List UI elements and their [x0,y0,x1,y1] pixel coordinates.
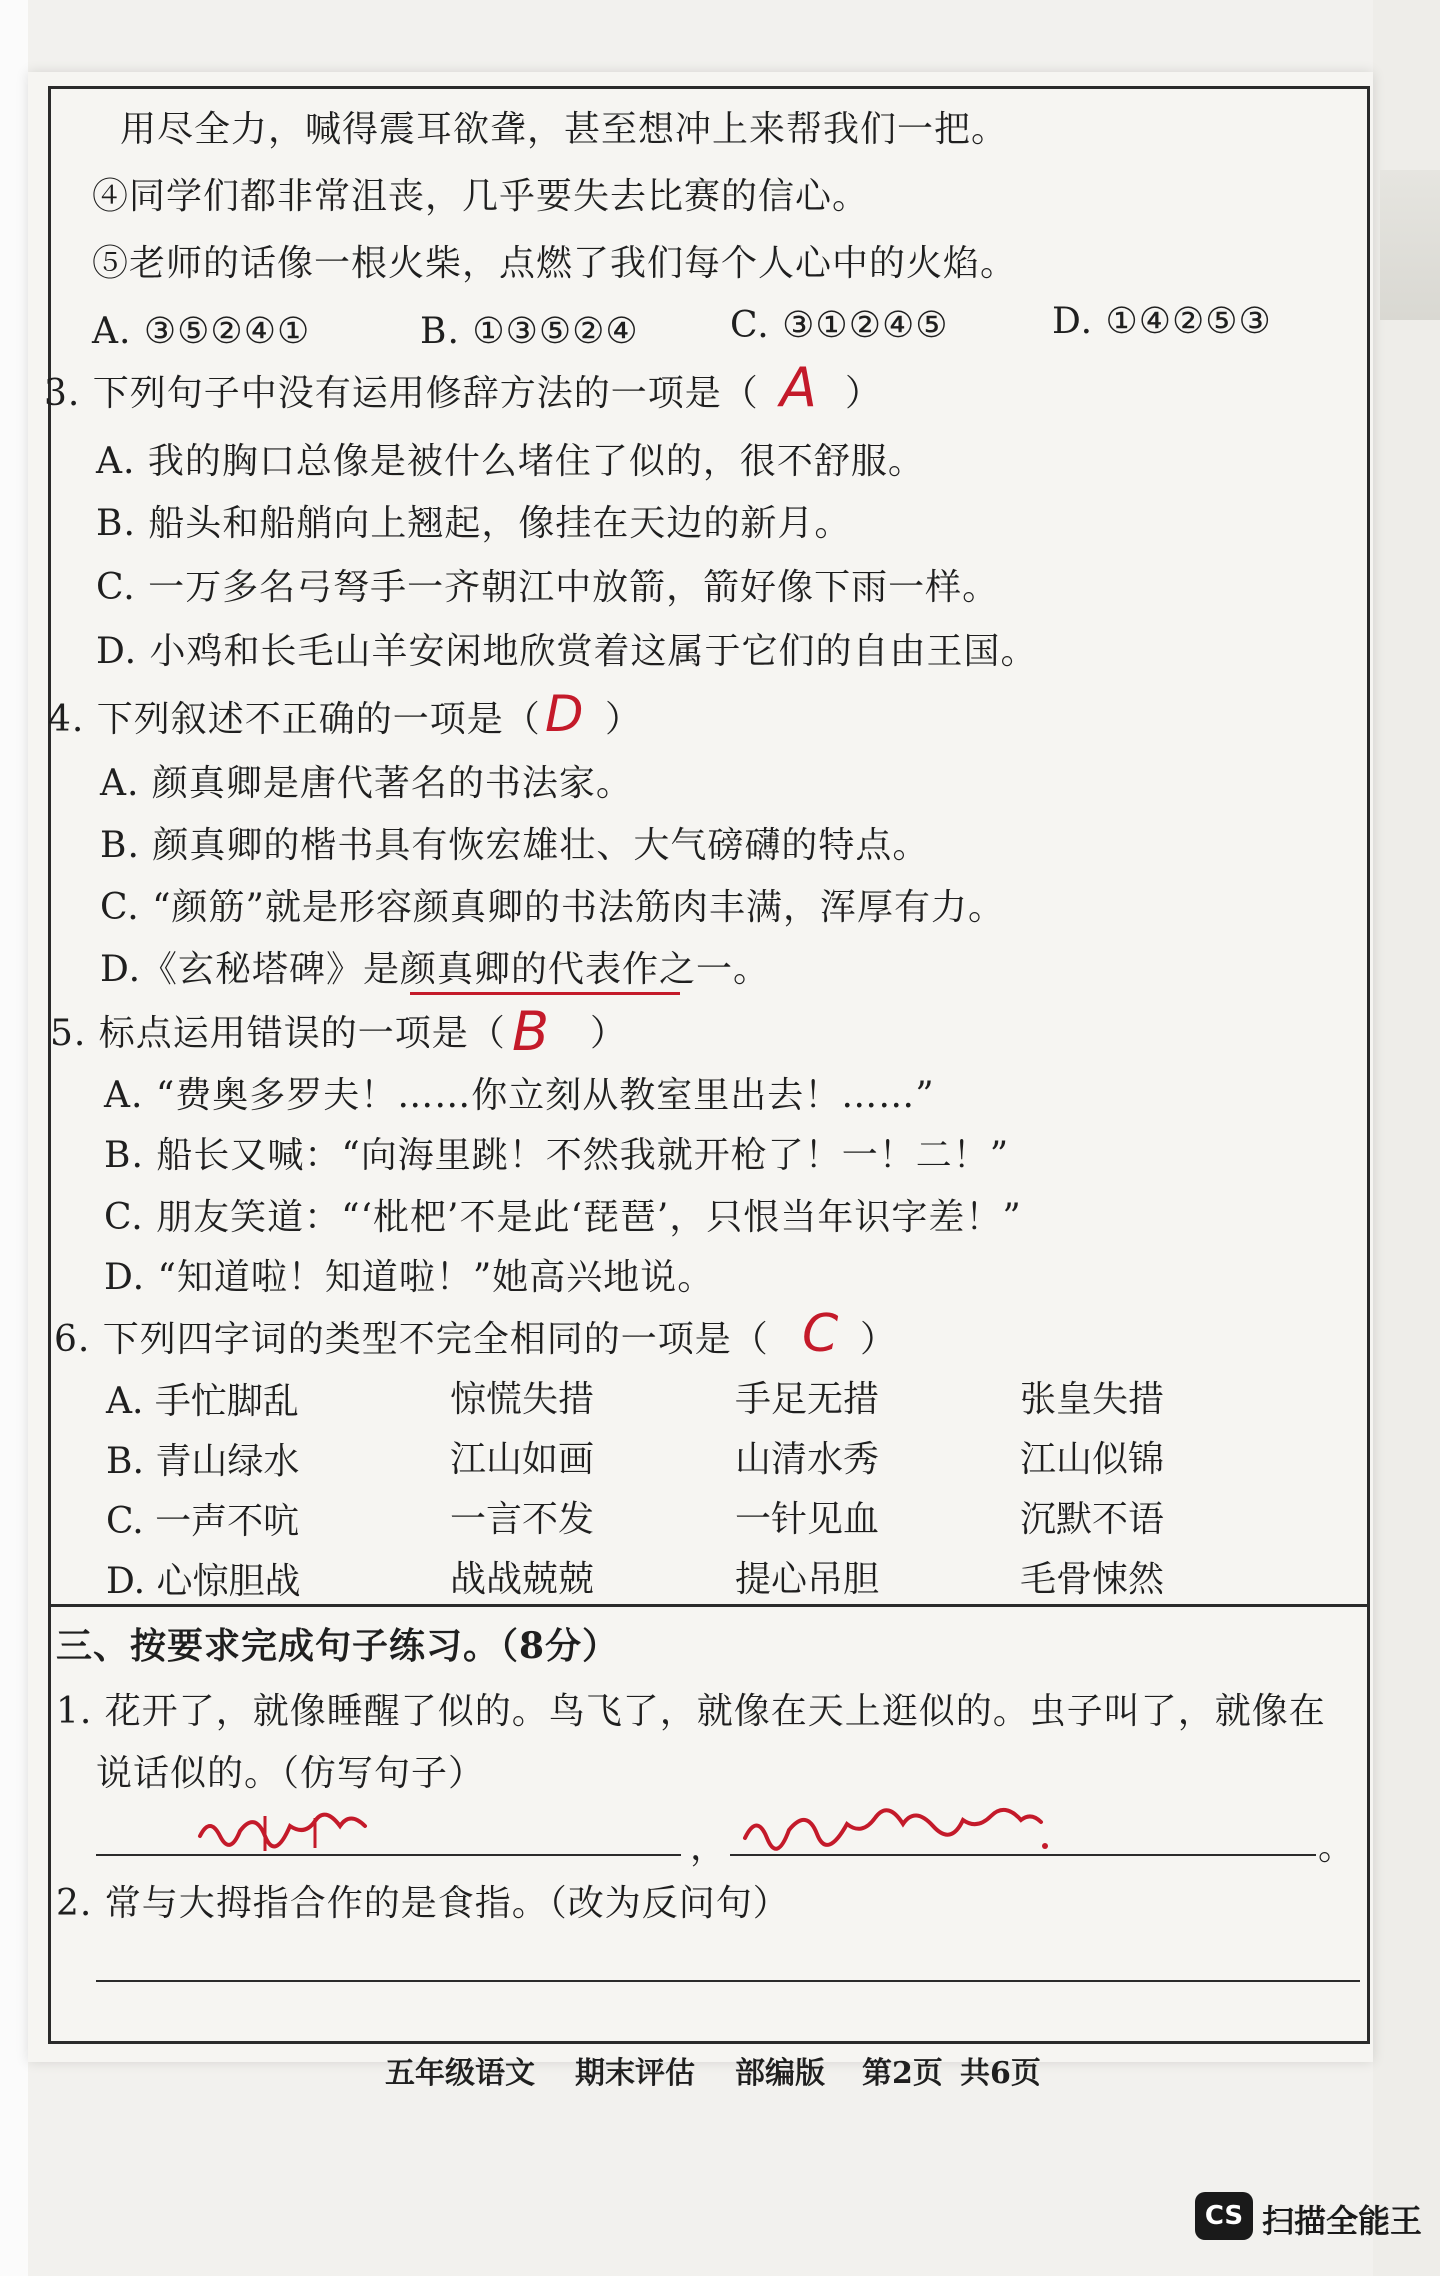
q4-handwritten-answer: D [545,685,584,743]
q4-stem-close: ） [605,699,643,740]
q6-row-b-word-1: B. 青山绿水 [106,1441,300,1482]
footer-total: 共6页 [960,2056,1041,2091]
footer-edition: 部编版 [735,2056,825,2091]
camscanner-name: 扫描全能王 [1262,2202,1423,2240]
s3-q1-handwriting-left [195,1806,395,1856]
q4-option-d: D.《玄秘塔碑》是颜真卿的代表作之一。 [100,949,771,990]
q6-row-d-word-2: 战战兢兢 [450,1559,595,1600]
q3-stem: 3. 下列句子中没有运用修辞方法的一项是（ [44,373,759,414]
q4-option-c: C. “颜筋”就是形容颜真卿的书法筋肉丰满，浑厚有力。 [100,887,1005,928]
q5-stem: 5. 标点运用错误的一项是（ [50,1013,506,1054]
q6-stem: 6. 下列四字词的类型不完全相同的一项是（ [54,1319,769,1360]
q6-stem-close: ） [860,1319,898,1360]
s3-q1-line1: 1. 花开了，就像睡醒了似的。鸟飞了，就像在天上逛似的。虫子叫了，就像在 [56,1691,1326,1732]
s3-q1-period: 。 [1318,1827,1356,1868]
q6-row-a-word-4: 张皇失措 [1020,1379,1165,1420]
q2-option-a: A. ③⑤②④① [92,311,311,352]
s3-q2-text: 2. 常与大拇指合作的是食指。（改为反问句） [56,1883,790,1924]
q4-red-underline [410,992,680,995]
q6-row-a-word-3: 手足无措 [735,1379,880,1420]
camscanner-logo: CS [1195,2192,1253,2240]
q6-handwritten-answer: C [802,1304,839,1364]
q2-option-d: D. ①④②⑤③ [1052,301,1272,342]
scan-shadow [1380,170,1440,320]
q6-row-d-word-4: 毛骨悚然 [1020,1559,1165,1600]
s3-q1-comma: ， [690,1827,728,1868]
s3-q2-answer-line [96,1980,1360,1982]
s3-q1-answer-line-2 [730,1854,1316,1856]
q4-option-a: A. 颜真卿是唐代著名的书法家。 [100,763,633,804]
q6-row-c-word-2: 一言不发 [450,1499,595,1540]
q3-stem-close: ） [845,373,883,414]
footer-exam: 期末评估 [575,2056,695,2091]
q5-option-d: D. “知道啦！知道啦！”她高兴地说。 [104,1257,715,1298]
q6-row-b-word-3: 山清水秀 [735,1439,880,1480]
q5-option-c: C. 朋友笑道：“‘枇杷’不是此‘琵琶’，只恨当年识字差！” [104,1197,1022,1238]
q6-row-c-word-4: 沉默不语 [1020,1499,1165,1540]
q2-item-4: ④同学们都非常沮丧，几乎要失去比赛的信心。 [92,176,870,217]
q6-row-a-word-2: 惊慌失措 [450,1379,595,1420]
q5-option-b: B. 船长又喊：“向海里跳！不然我就开枪了！一！二！” [104,1135,1010,1176]
q6-row-c-word-3: 一针见血 [735,1499,880,1540]
q3-option-c: C. 一万多名弓弩手一齐朝江中放箭，箭好像下雨一样。 [96,567,1000,608]
s3-q1-answer-line-1 [96,1854,681,1856]
q6-row-b-word-4: 江山似锦 [1020,1439,1165,1480]
q6-row-a-word-1: A. 手忙脚乱 [106,1381,299,1422]
q5-handwritten-answer: B [512,1000,550,1063]
footer-page: 第2页 [862,2056,943,2091]
page-edge-left [0,0,28,2276]
footer-subject: 五年级语文 [385,2056,535,2091]
q3-option-d: D. 小鸡和长毛山羊安闲地欣赏着这属于它们的自由王国。 [96,631,1038,672]
q6-row-d-word-3: 提心吊胆 [735,1559,880,1600]
q3-handwritten-answer: A [780,356,817,419]
q5-option-a: A. “费奥多罗夫！……你立刻从教室里出去！……” [104,1075,935,1116]
q2-item-5: ⑤老师的话像一根火柴，点燃了我们每个人心中的火焰。 [92,243,1018,284]
q6-row-c-word-1: C. 一声不吭 [106,1501,300,1542]
q4-stem: 4. 下列叙述不正确的一项是（ [48,699,541,740]
page-edge-right [1373,0,1440,2276]
s3-q1-line2: 说话似的。（仿写句子） [96,1753,486,1794]
q2-text-line: 用尽全力，喊得震耳欲聋，甚至想冲上来帮我们一把。 [120,109,1009,150]
q6-row-d-word-1: D. 心惊胆战 [106,1561,301,1602]
q3-option-a: A. 我的胸口总像是被什么堵住了似的，很不舒服。 [96,441,925,482]
q2-option-b: B. ①③⑤②④ [420,311,639,352]
q6-row-b-word-2: 江山如画 [450,1439,595,1480]
s3-q1-handwriting-right [740,1806,1060,1856]
section3-title: 三、按要求完成句子练习。（8分） [56,1625,620,1667]
q5-stem-close: ） [590,1013,628,1054]
q3-option-b: B. 船头和船艄向上翘起，像挂在天边的新月。 [96,503,852,544]
q4-option-b: B. 颜真卿的楷书具有恢宏雄壮、大气磅礴的特点。 [100,825,930,866]
section-divider [48,1604,1370,1607]
q2-option-c: C. ③①②④⑤ [730,305,949,346]
